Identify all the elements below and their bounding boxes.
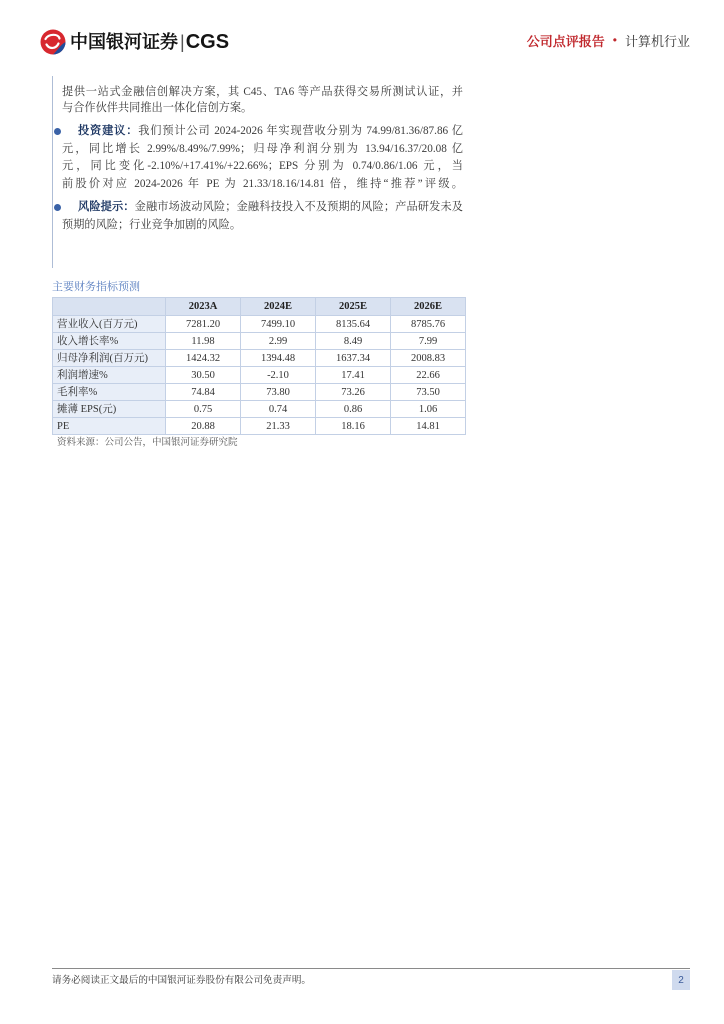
table-row (53, 418, 466, 435)
investment-advice-bullet (62, 123, 463, 193)
table-row-label: 营业收入(百万元) (53, 316, 166, 333)
table-header-cell: 2023A (166, 298, 241, 316)
table-cell: 73.26 (316, 384, 391, 401)
table-cell: 18.16 (316, 418, 391, 435)
table-row-label: 归母净利润(百万元) (53, 350, 166, 367)
report-type: 公司点评报告 (526, 33, 605, 49)
table-cell: 74.84 (166, 384, 241, 401)
table-header-cell: 2024E (241, 298, 316, 316)
brand-name: 中国银河证券 (70, 32, 178, 52)
table-corner-cell (53, 298, 166, 316)
table-cell: 8.49 (316, 333, 391, 350)
table-cell: 2008.83 (391, 350, 466, 367)
bullet-icon (54, 204, 61, 211)
brand-logo (40, 28, 229, 56)
table-row (53, 333, 466, 350)
table-header-row (53, 298, 466, 316)
table-cell: 8135.64 (316, 316, 391, 333)
header-separator-dot: • (612, 33, 617, 47)
table-title: 主要财务指标预测 (52, 281, 140, 293)
text-line: 预期的风险；行业竞争加剧的风险。 (62, 218, 242, 231)
table-header-cell: 2025E (316, 298, 391, 316)
bullet-text: 我们预计公司 2024-2026 年实现营收分别为 74.99/81.36/87.86 亿 (138, 125, 463, 137)
table-cell: 1637.34 (316, 350, 391, 367)
table-cell: 21.33 (241, 418, 316, 435)
table-cell: -2.10 (241, 367, 316, 384)
text-line: 前股价对应 2024-2026 年 PE 为 21.33/18.16/14.81 倍，维持“推荐”评级。 (62, 177, 463, 190)
table-cell: 2.99 (241, 333, 316, 350)
bullet-label: 投资建议： (78, 125, 139, 137)
cgs-emblem-icon (40, 29, 66, 55)
table-cell: 20.88 (166, 418, 241, 435)
industry-label: 计算机行业 (624, 33, 690, 49)
footer-disclaimer: 请务必阅读正文最后的中国银河证券股份有限公司免责声明。 (52, 975, 312, 986)
table-source-note: 资料来源：公司公告，中国银河证券研究院 (57, 438, 238, 448)
report-category (527, 31, 690, 49)
page-number: 2 (672, 970, 690, 990)
intro-paragraph (62, 84, 463, 116)
table-row (53, 316, 466, 333)
table-row-label: 摊薄 EPS(元) (53, 401, 166, 418)
table-cell: 1424.32 (166, 350, 241, 367)
table-cell: 0.74 (241, 401, 316, 418)
bullet-icon (54, 128, 61, 135)
brand-abbr: CGS (185, 31, 230, 53)
table-row-label: PE (53, 418, 166, 435)
text-line (62, 123, 463, 141)
table-cell: 7.99 (391, 333, 466, 350)
bullet-label: 风险提示： (78, 201, 135, 213)
bullet-text: 金融市场波动风险；金融科技投入不及预期的风险；产品研发未及 (134, 201, 463, 213)
table-cell: 73.80 (241, 384, 316, 401)
footer-rule (52, 968, 690, 969)
table-row-label: 收入增长率% (53, 333, 166, 350)
text-line: 元，同比变化-2.10%/+17.41%/+22.66%；EPS 分别为 0.74/0.86/1.06 元，当 (62, 160, 463, 172)
risk-warning-bullet (62, 199, 463, 234)
left-margin-rule (52, 76, 53, 268)
table-cell: 30.50 (166, 367, 241, 384)
table-row-label: 利润增速% (53, 367, 166, 384)
table-cell: 14.81 (391, 418, 466, 435)
table-row (53, 350, 466, 367)
table-cell: 7499.10 (241, 316, 316, 333)
table-cell: 1394.48 (241, 350, 316, 367)
table-cell: 73.50 (391, 384, 466, 401)
table-cell: 22.66 (391, 367, 466, 384)
table-cell: 1.06 (391, 401, 466, 418)
table-cell: 0.75 (166, 401, 241, 418)
table-cell: 0.86 (316, 401, 391, 418)
table-cell: 8785.76 (391, 316, 466, 333)
brand-separator: | (180, 32, 185, 52)
table-header-cell: 2026E (391, 298, 466, 316)
text-line: 提供一站式金融信创解决方案，其 C45、TA6 等产品获得交易所测试认证，并 (62, 86, 463, 98)
text-line (62, 199, 463, 217)
text-line: 元，同比增长 2.99%/8.49%/7.99%；归母净利润分别为 13.94/16.37/20.08 亿 (62, 142, 463, 155)
table-row (53, 384, 466, 401)
table-row (53, 367, 466, 384)
financial-forecast-table (52, 297, 466, 435)
table-cell: 11.98 (166, 333, 241, 350)
table-cell: 17.41 (316, 367, 391, 384)
table-cell: 7281.20 (166, 316, 241, 333)
text-line: 与合作伙伴共同推出一体化信创方案。 (62, 102, 253, 114)
table-row (53, 401, 466, 418)
table-row-label: 毛利率% (53, 384, 166, 401)
